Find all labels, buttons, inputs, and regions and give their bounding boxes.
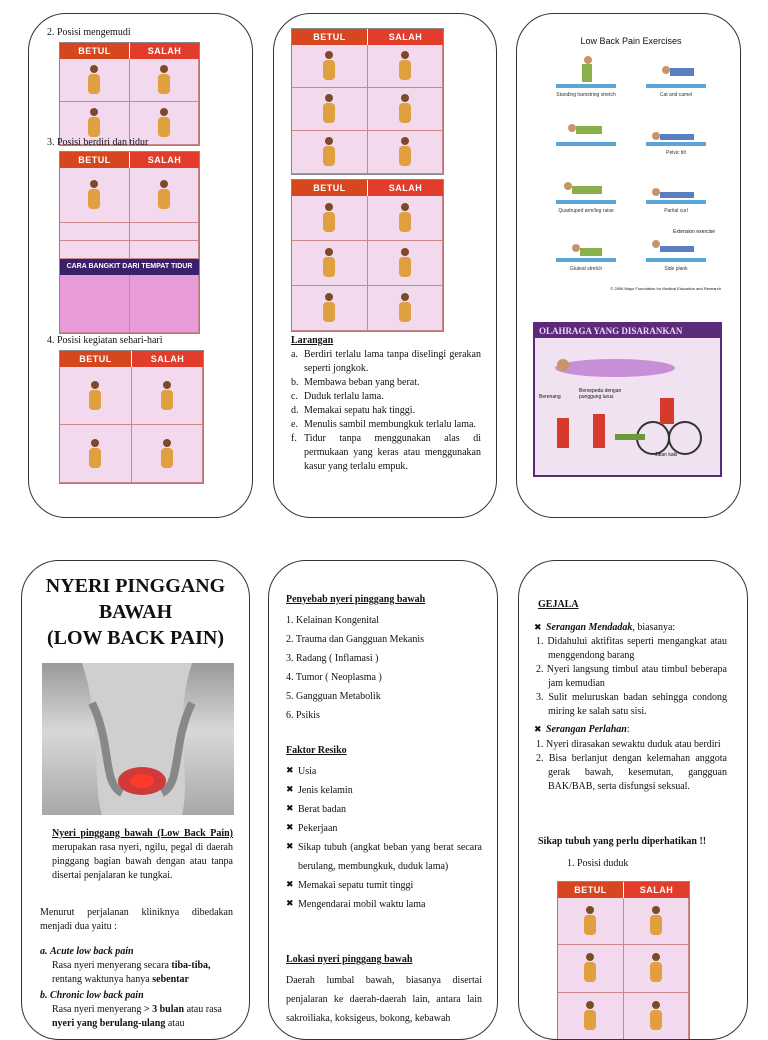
panel-exercises xyxy=(516,13,741,518)
label-salah: SALAH xyxy=(129,43,199,59)
faktor-item: ✖ Pekerjaan xyxy=(286,819,482,838)
exercise-figure-icon xyxy=(636,168,716,206)
bangkit-banner: CARA BANGKIT DARI TEMPAT TIDUR xyxy=(60,259,199,275)
exercise-figure-icon xyxy=(546,110,626,148)
penyebab-item: 6. Psikis xyxy=(286,710,320,721)
panel-penyebab xyxy=(268,560,498,1040)
faktor-item: ✖ Jenis kelamin xyxy=(286,781,482,800)
panel-cover xyxy=(21,560,250,1040)
driving-posture-image xyxy=(59,42,200,146)
mendadak-list xyxy=(536,635,727,719)
olahraga-label-bersepeda: Bersepeda dengan punggung lurus xyxy=(579,388,622,400)
faktor-item: ✖ Memakai sepatu tumit tinggi xyxy=(286,876,482,895)
exercise-item: Standing hamstring stretch xyxy=(541,52,631,110)
exercise-extension-label: Extension exercise xyxy=(673,229,715,235)
larangan-item: e. Menulis sambil membungkuk terlalu lama. xyxy=(291,419,476,430)
exercise-chart-title: Low Back Pain Exercises xyxy=(580,36,682,46)
label-betul: BETUL xyxy=(60,152,129,168)
sitting-posture-image xyxy=(557,881,690,1040)
faktor-item: ✖ Usia xyxy=(286,762,482,781)
label-salah: SALAH xyxy=(367,180,443,196)
larangan-item: b. Membawa beban yang berat. xyxy=(291,377,420,388)
olahraga-label-jalan: Jalan kaki xyxy=(655,452,678,458)
faktor-heading: Faktor Resiko xyxy=(286,745,347,756)
cross-icon: ✖ xyxy=(534,623,542,633)
larangan-item: c. Duduk terlalu lama. xyxy=(291,391,384,402)
label-salah: SALAH xyxy=(623,882,689,898)
exercise-item: Pelvic tilt xyxy=(631,110,721,168)
item-posisi-mengemudi: 2. Posisi mengemudi xyxy=(47,27,131,38)
perlahan-list xyxy=(536,738,727,794)
perlahan-item: 2. Bisa berlanjut dengan kelemahan anggota gerak bawah, kesemutan, gangguan BAK/BAB, serta disfungsi seksual. xyxy=(536,753,727,792)
label-salah: SALAH xyxy=(129,152,199,168)
label-betul: BETUL xyxy=(60,351,131,367)
panel-larangan xyxy=(273,13,497,518)
back-pain-figure xyxy=(42,663,234,815)
exercise-item: Partial curl xyxy=(631,168,721,226)
perlahan-heading: ✖ Serangan Perlahan: xyxy=(534,724,630,735)
penyebab-heading: Penyebab nyeri pinggang bawah xyxy=(286,594,426,605)
larangan-item: f. Tidur tanpa menggunakan alas di permukaan yang keras atau menggunakan kasur yang terlalu empuk. xyxy=(291,433,481,472)
cross-icon: ✖ xyxy=(286,785,294,795)
larangan-item: d. Memakai sepatu hak tinggi. xyxy=(291,405,416,416)
label-betul: BETUL xyxy=(60,43,129,59)
label-betul: BETUL xyxy=(558,882,623,898)
exercise-item: Side plank xyxy=(631,226,721,284)
item-kegiatan-sehari: 4. Posisi kegiatan sehari-hari xyxy=(47,335,163,346)
penyebab-item: 4. Tumor ( Neoplasma ) xyxy=(286,672,382,683)
chronic-section: b. Chronic low back pain Rasa nyeri menyerang > 3 bulan atau rasa nyeri yang berulang-ulang atau xyxy=(40,990,222,1029)
exercise-item xyxy=(541,110,631,168)
exercise-chart xyxy=(541,36,721,326)
faktor-item: ✖ Berat badan xyxy=(286,800,482,819)
label-betul: BETUL xyxy=(292,180,367,196)
label-betul: BETUL xyxy=(292,29,367,45)
standing-sleeping-image xyxy=(59,151,200,334)
definition xyxy=(52,827,233,883)
cross-icon: ✖ xyxy=(286,899,294,909)
penyebab-item: 1. Kelainan Kongenital xyxy=(286,615,380,626)
mendadak-item: 1. Didahului aktifitas seperti mengangkat atau menggendong barang xyxy=(536,636,727,661)
exercise-copyright: © 2006 Mayo Foundation for Medical Education and Research xyxy=(610,286,721,291)
gejala-heading: GEJALA xyxy=(538,599,579,610)
classification-intro: Menurut perjalanan kliniknya dibedakan menjadi dua yaitu : xyxy=(40,907,233,932)
larangan-list xyxy=(291,348,481,474)
cover-title-line1: NYERI PINGGANG xyxy=(45,575,226,597)
larangan-heading: Larangan xyxy=(291,335,334,346)
exercise-figure-icon xyxy=(546,52,626,90)
cross-icon: ✖ xyxy=(286,823,294,833)
exercise-item: Gluteal stretch xyxy=(541,226,631,284)
item-posisi-berdiri: 3. Posisi berdiri dan tidur xyxy=(47,137,149,148)
acute-section: a. Acute low back pain Rasa nyeri menyerang secara tiba-tiba, rentang waktunya hanya sebentar xyxy=(40,946,211,985)
definition-text: merupakan rasa nyeri, ngilu, pegal di daerah pinggang bagian bawah dengan atau tanpa disertai penjalaran ke tungkai. xyxy=(52,842,233,881)
cover-title-line3: (LOW BACK PAIN) xyxy=(46,627,225,649)
penyebab-list xyxy=(286,611,424,725)
exercise-figure-icon xyxy=(546,226,626,264)
exercise-figure-icon xyxy=(636,52,716,90)
penyebab-item: 3. Radang ( Inflamasi ) xyxy=(286,653,379,664)
cross-icon: ✖ xyxy=(286,766,294,776)
sikap-heading: Sikap tubuh yang perlu diperhatikan !! xyxy=(538,836,707,847)
exercise-figure-icon xyxy=(636,110,716,148)
posisi-duduk: 1. Posisi duduk xyxy=(567,858,629,869)
cross-icon: ✖ xyxy=(286,842,294,852)
lokasi-text: Daerah lumbal bawah, biasanya disertai penjalaran ke daerah-daerah lain, antara lain sakroiliaka, koksigeus, bokong, kebawah xyxy=(286,975,482,1024)
mendadak-item: 2. Nyeri langsung timbul atau timbul beberapa jam kemudian xyxy=(536,664,727,689)
mendadak-item: 3. Sulit meluruskan badan sehingga condong miring ke salah satu sisi. xyxy=(536,692,727,717)
panel-gejala xyxy=(518,560,748,1040)
faktor-item: ✖ Sikap tubuh (angkat beban yang berat secara berulang, membungkuk, duduk lama) xyxy=(286,838,482,876)
cross-icon: ✖ xyxy=(534,725,542,735)
cover-title-line2: BAWAH xyxy=(98,601,173,623)
exercise-item: Cat and camel xyxy=(631,52,721,110)
lifting-posture-image xyxy=(291,28,444,175)
cross-icon: ✖ xyxy=(286,804,294,814)
larangan-item: a. Berdiri terlalu lama tanpa diselingi gerakan seperti jongkok. xyxy=(291,349,481,374)
panel-positions-1 xyxy=(28,13,253,518)
mendadak-heading: ✖ Serangan Mendadak, biasanya: xyxy=(534,622,676,633)
cover-title xyxy=(22,573,249,651)
olahraga-label-berenang: Berenang xyxy=(539,394,561,400)
penyebab-item: 5. Gangguan Metabolik xyxy=(286,691,381,702)
label-salah: SALAH xyxy=(367,29,443,45)
label-salah: SALAH xyxy=(131,351,203,367)
back-pain-photo xyxy=(42,663,234,815)
definition-term: Nyeri pinggang bawah (Low Back Pain) xyxy=(52,828,233,839)
exercise-item: Quadruped arm/leg raise xyxy=(541,168,631,226)
olahraga-image xyxy=(533,322,722,477)
cross-icon: ✖ xyxy=(286,880,294,890)
olahraga-illustration xyxy=(535,338,720,474)
penyebab-item: 2. Trauma dan Gangguan Mekanis xyxy=(286,634,425,645)
bending-posture-image xyxy=(291,179,444,332)
daily-activities-image xyxy=(59,350,204,484)
lokasi-heading: Lokasi nyeri pinggang bawah xyxy=(286,954,413,965)
exercise-figure-icon xyxy=(546,168,626,206)
faktor-item: ✖ Mengendarai mobil waktu lama xyxy=(286,895,482,914)
faktor-list xyxy=(286,762,482,914)
olahraga-title: OLAHRAGA YANG DISARANKAN xyxy=(535,324,720,338)
perlahan-item: 1. Nyeri dirasakan sewaktu duduk atau berdiri xyxy=(536,739,721,750)
